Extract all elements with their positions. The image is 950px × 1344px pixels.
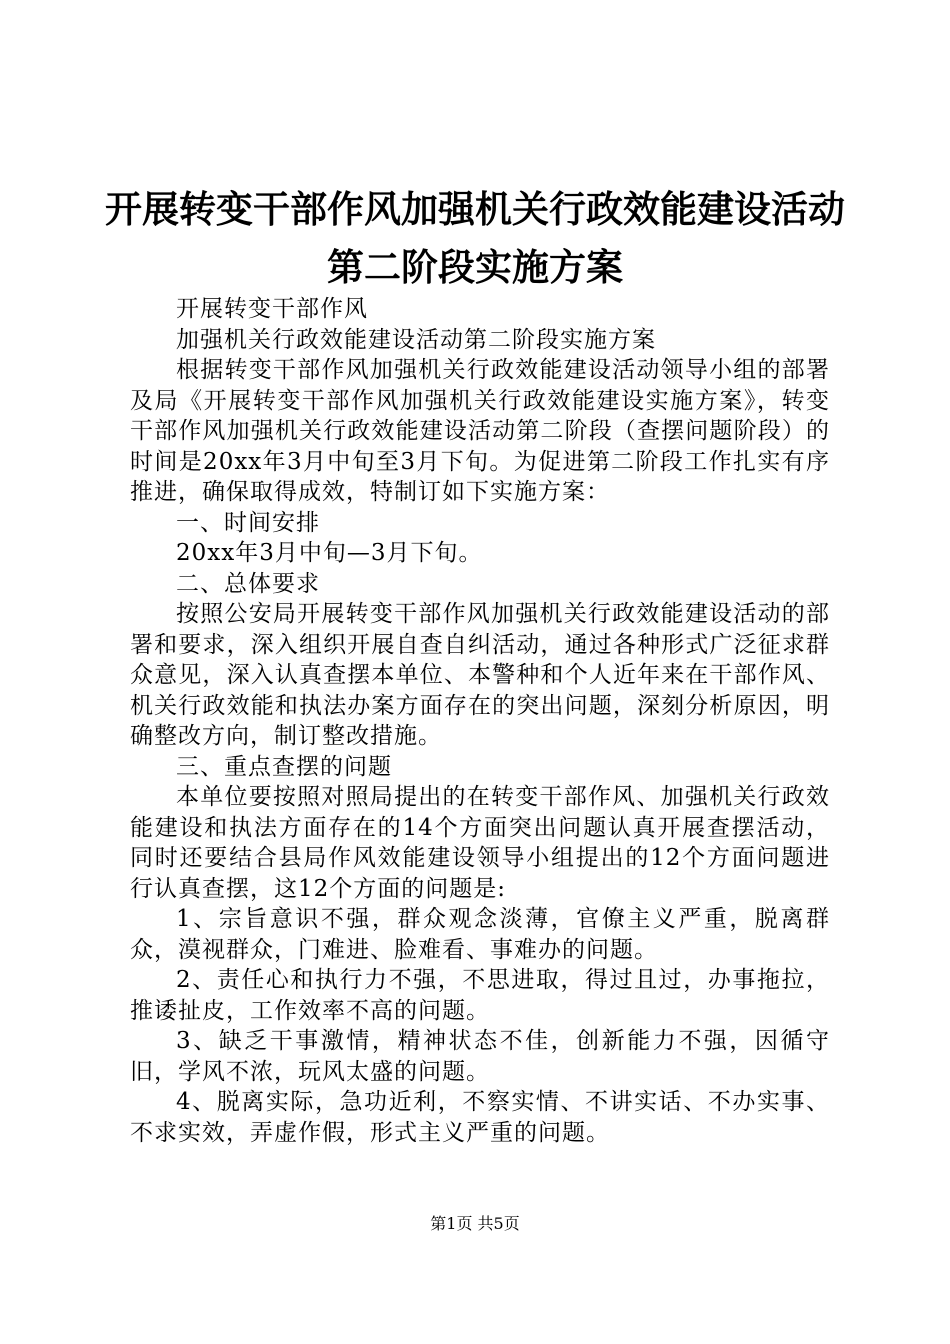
list-item: 2、责任心和执行力不强，不思进取，得过且过，办事拖拉，推诿扯皮，工作效率不高的问题。 bbox=[130, 967, 830, 1024]
paragraph: 加强机关行政效能建设活动第二阶段实施方案 bbox=[176, 326, 656, 353]
section-heading: 三、重点查摆的问题 bbox=[176, 753, 392, 780]
paragraph: 20xx年3月中旬—3月下旬。 bbox=[176, 540, 483, 566]
list-item: 4、脱离实际，急功近利，不察实情、不讲实话、不办实事、不求实效，弄虚作假，形式主义严重的问题。 bbox=[130, 1089, 830, 1146]
list-item: 1、宗旨意识不强，群众观念淡薄，官僚主义严重，脱离群众，漠视群众，门难进、脸难看、事难办的问题。 bbox=[130, 906, 830, 963]
paragraph: 根据转变干部作风加强机关行政效能建设活动领导小组的部署及局《开展转变干部作风加强机关行政效能建设实施方案》，转变干部作风加强机关行政效能建设活动第二阶段（查摆问题阶段）的时间是20xx年3月中旬至3月下旬。为促进第二阶段工作扎实有序推进，确保取得成效，特制订如下实施方案： bbox=[130, 357, 830, 505]
document-title-line-2: 第二阶段实施方案 bbox=[327, 246, 623, 289]
paragraph: 本单位要按照对照局提出的在转变干部作风、加强机关行政效能建设和执法方面存在的14个方面突出问题认真开展查摆活动，同时还要结合县局作风效能建设领导小组提出的12个方面问题进行认真查摆，这12个方面的问题是: bbox=[130, 784, 830, 902]
document-body bbox=[130, 294, 830, 1148]
section-heading: 一、时间安排 bbox=[176, 509, 320, 536]
page-number-footer: 第1页 共5页 bbox=[430, 1214, 520, 1233]
section-heading: 二、总体要求 bbox=[176, 570, 320, 597]
document-title-line-1: 开展转变干部作风加强机关行政效能建设活动 bbox=[105, 188, 845, 231]
paragraph: 按照公安局开展转变干部作风加强机关行政效能建设活动的部署和要求，深入组织开展自查自纠活动，通过各种形式广泛征求群众意见，深入认真查摆本单位、本警种和个人近年来在干部作风、机关行政效能和执法办案方面存在的突出问题，深刻分析原因，明确整改方向，制订整改措施。 bbox=[130, 601, 830, 749]
list-item: 3、缺乏干事激情，精神状态不佳，创新能力不强，因循守旧，学风不浓，玩风太盛的问题。 bbox=[130, 1028, 830, 1085]
paragraph: 开展转变干部作风 bbox=[176, 296, 368, 322]
